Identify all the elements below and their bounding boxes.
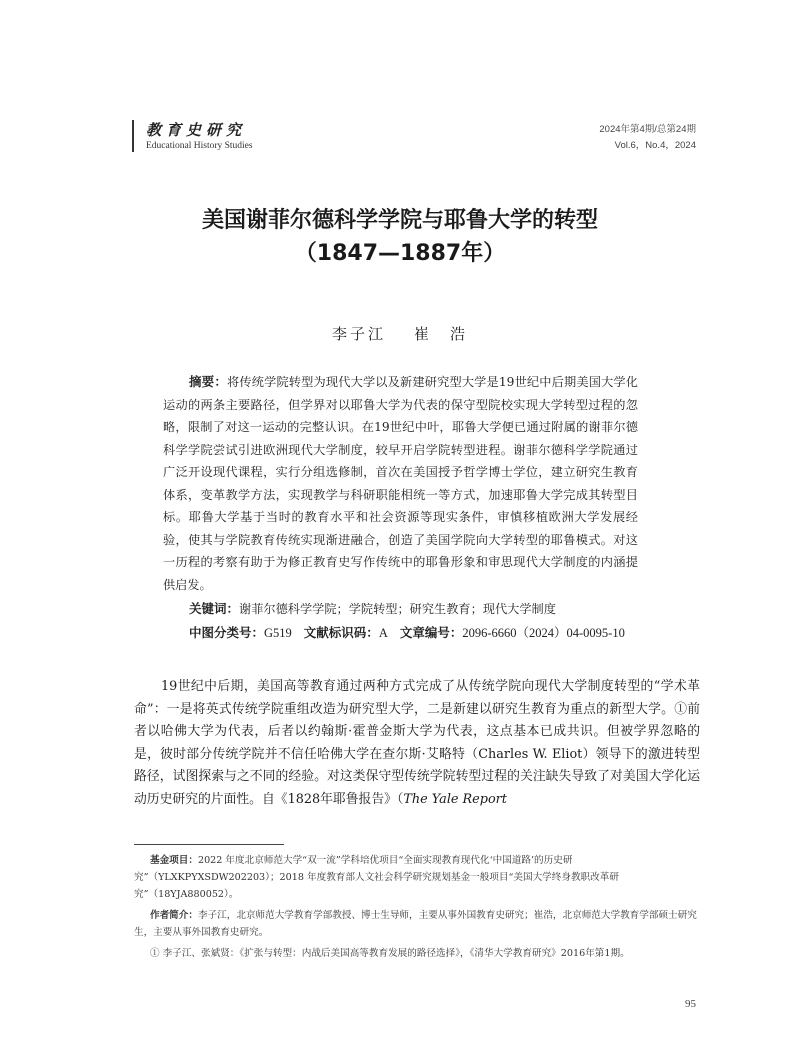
classification-line: [189, 623, 625, 641]
footnote-divider: [134, 844, 284, 845]
keywords-label: 关键词：: [189, 601, 240, 616]
article-title-years: （1847—1887年）: [294, 241, 506, 266]
masthead-bar: [132, 120, 134, 152]
page-number: 95: [685, 998, 696, 1010]
abstract-text: 将传统学院转型为现代大学以及新建研究型大学是19世纪中后期美国大学化运动的两条主要路径，但学界对以耶鲁大学为代表的保守型院校实现大学转型过程的忽略，限制了对这一运动的完整认识。在19世纪中叶，耶鲁大学便已通过附属的谢菲尔德科学学院尝试引进欧洲现代大学制度，较早开启学院转型进程。谢菲尔德科学学院通过广泛开设现代课程，实行分组选修制，首次在美国授予哲学博士学位，建立研究生教育体系，变革教学方法，实现教学与科研职能相统一等方式，加速耶鲁大学完成其转型目标。耶鲁大学基于当时的教育水平和社会资源等现实条件，审慎移植欧洲大学发展经验，使其与学院教育传统实现渐进融合，创造了美国学院向大学转型的耶鲁模式。对这一历程的考察有助于为修正教育史写作传统中的耶鲁形象和审思现代大学制度的内涵提供启发。: [163, 375, 638, 592]
keywords: [189, 599, 556, 617]
clc-label: 中图分类号：: [189, 625, 265, 640]
funding-label: 基金项目：: [150, 855, 198, 866]
article-title: 美国谢菲尔德科学学院与耶鲁大学的转型: [201, 208, 598, 233]
issue-line-2: Vol.6，No.4，2024: [614, 140, 696, 151]
abstract-label: 摘要：: [189, 374, 228, 389]
body-text: [134, 676, 700, 811]
funding-text: 2022 年度北京师范大学“双一流”学科培优项目“全面实现教育现代化‘中国道路’的历史研究”（YLXKPYXSDW202203）；2018 年度教育部人文社会科学研究规划基金一般项目“美国大学终身教职改革研究”（18YJA880052）。: [134, 855, 619, 900]
clc-value: G519: [264, 626, 292, 640]
authors: [0, 323, 800, 344]
journal-name-en: Educational History Studies: [146, 141, 253, 151]
footnote-1: ① 李子江、张斌贤：《扩张与转型：内战后美国高等教育发展的路径选择》，《清华大学教育研究》2016年第1期。: [150, 948, 630, 959]
footnotes: [134, 852, 700, 966]
issue-line-1: 2024年第4期/总第24期: [599, 124, 696, 135]
article-no-value: 2096-6660（2024）04-0095-10: [462, 626, 625, 640]
issue-info: [599, 122, 696, 154]
author-1: 李子江: [331, 325, 386, 343]
italic-title: The Yale Report: [403, 791, 507, 807]
abstract: [163, 371, 638, 596]
journal-name-cn: 教育史研究: [146, 121, 247, 139]
author-info-label: 作者简介：: [150, 910, 198, 921]
article-no-label: 文章编号：: [399, 625, 463, 640]
author-2: 崔 浩: [414, 325, 469, 343]
keywords-text: 谢菲尔德科学学院；学院转型；研究生教育；现代大学制度: [239, 602, 556, 616]
doc-code-value: A: [378, 626, 388, 640]
doc-code-label: 文献标识码：: [303, 625, 379, 640]
author-info-text: 李子江，北京师范大学教育学部教授、博士生导师，主要从事外国教育史研究；崔浩，北京师范大学教育学部硕士研究生，主要从事外国教育史研究。: [134, 910, 697, 938]
body-paragraph-1: 19世纪中后期，美国高等教育通过两种方式完成了从传统学院向现代大学制度转型的“学术革命”：一是将英式传统学院重组改造为研究型大学，二是新建以研究生教育为重点的新型大学。①前者以哈佛大学为代表，后者以约翰斯·霍普金斯大学为代表，这点基本已成共识。但被学界忽略的是，彼时部分传统学院并不信任哈佛大学在查尔斯·艾略特（Charles W. Eliot）领导下的激进转型路径，试图探索与之不同的经验。对这类保守型传统学院转型过程的关注缺失导致了对美国大学化运动历史研究的片面性。自《1828年耶鲁报告》（: [134, 679, 700, 807]
journal-masthead: [132, 117, 262, 155]
